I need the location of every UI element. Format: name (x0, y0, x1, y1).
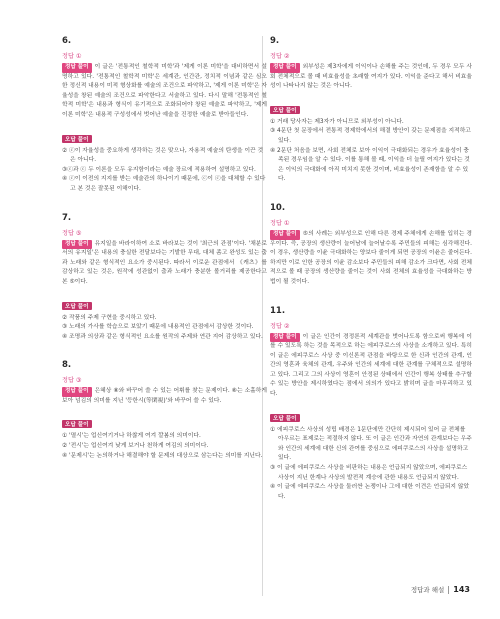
explanation (270, 63, 472, 92)
wrong-answer-item: ① 거래 당사자는 제3자가 아니므로 외부성이 아니다. (270, 118, 404, 125)
wrong-answer-item: ④ 이 글에 에피쿠로스 사상을 둘러싼 논쟁이나 그에 대한 이견은 언급되지 않았다. (270, 484, 470, 500)
wrong-answer-item: ④ 조명과 의상과 같은 형식적인 요소를 원작의 주제와 연관 지어 감상하고 있다. (62, 333, 263, 340)
explanation-text: 이 글은 인간이 경정론적 세계관을 벗어나도록 함으로써 행복에 이를 수 있도록 하는 것을 목적으로 하는 에피쿠로스의 사상을 소개하고 있다. 특히 이 글은 에피쿠로스 사상 중 이신론적 관점을 바탕으로 한 신과 인간의 관계, 인간의 영혼과 육체의 관계, 우주와 인간의 세계에 대한 관계를 구체적으로 설명하고 있다. 그리고 그의 사상이 영혼이 안정된 상태에서 인간이 행복 상태를 추구할 수 있는 방안을 제시하였다는 점에서 의의가 있다고 밝히며 글을 마무리하고 있다. (270, 333, 472, 398)
wrong-answer-label: 오답 풀이 (270, 106, 300, 114)
explanation-text: 외부성은 제3자에게 이익이나 손해를 주는 것인데, 두 경우 모두 사회 전체적으로 볼 때 비효율성을 초래할 여지가 있다. 이익을 준다고 해서 비효율성이 나타나지 않는 것은 아니다. (270, 64, 472, 90)
explanation (62, 240, 267, 288)
wrong-answer-item: ① '멸시'는 업신여기거나 하찮게 여겨 깔봄의 의미이다. (62, 433, 201, 440)
explanation-text: 은혜상 ⑧와 바꾸어 쓸 수 있는 어휘를 찾는 문제이다. ⑧는 소홀하게 보아 넘김의 의미를 지닌 '등한시(等閑視)'와 바꾸어 쓸 수 있다. (62, 388, 267, 404)
question-block (270, 36, 472, 185)
question-number: 9. (270, 36, 280, 46)
wrong-answer-item: ③ 노래의 가사를 학습으로 보았기 때문에 내용적인 관점에서 감상한 것이다. (62, 324, 254, 331)
question-block (62, 36, 267, 195)
wrong-answer-item: ④ 2문단 처음을 보면, 사회 전체로 보아 이익이 극대화되는 경우가 효율성이 충족된 경우임을 알 수 있다. 이를 통해 볼 때, 이익을 더 늘릴 여지가 있다는 것은 이익의 극대화에 아직 미치지 못한 것이며, 비효율성이 존재함을 알 수 있다. (270, 147, 470, 183)
wrong-answer-item: ② 작품의 주제 구현을 중시하고 있다. (62, 314, 157, 321)
wrong-answer-item: ② '전시'는 업신여겨 낮게 보거나 천하게 여김의 의미이다. (62, 443, 209, 450)
explanation-label: 정답 풀이 (270, 333, 300, 343)
question-number: 6. (62, 36, 72, 46)
question-block (62, 360, 267, 461)
wrong-answer-label: 오답 풀이 (62, 135, 92, 143)
explanation (270, 333, 472, 400)
wrong-answer-item: ③ⓒ과 ⓒ 두 이론을 모두 유지함이라는 예술 장르에 적용하여 설명하고 있다. (62, 166, 256, 173)
question-number: 7. (62, 212, 72, 223)
page-number: 143 (453, 585, 470, 594)
question-number: 8. (62, 360, 72, 371)
right-column (270, 36, 472, 520)
answer-key: 정답 ② (270, 53, 290, 60)
explanation (62, 63, 267, 121)
answer-key: 정답 ③ (62, 377, 82, 385)
explanation-text: 이 글은 '전통적인 철학적 미학'과 '제게 이론 미학'을 대비하면서 설명하고 있다. '전통적인 철학적 미학'은 세계관, 인간관, 정치적 이념과 같은 심오한 정신적 내용이 미적 형상화를 예술의 조건으로 파악하고, '제게 이론 미학'은 자율성을 창된 예술의 조건으로 파악한다고 서술하고 있다. 다시 말해 '전통적인 철학적 미학'은 내용과 형식이 유기적으로 조화되어야 창된 예술로 파악하고, '제게 이론 미학'은 내용적 구성성에서 벗어난 예술을 진정한 예술로 받아들인다. (62, 64, 267, 118)
wrong-answer-item: ③ 4문단 첫 문장에서 전통적 경제학에서의 해결 방안이 갖는 문제점을 지적하고 있다. (270, 128, 471, 144)
answer-key: 정답 ② (270, 322, 290, 330)
wrong-answer-label: 오답 풀이 (62, 420, 92, 428)
explanation-label: 정답 풀이 (270, 230, 300, 240)
wrong-answer-item: ④ ⓒ이 이전의 지지를 받는 예술관의 하나이기 때문에, ⓒ이 ⓒ을 대체할 수 있다고 본 것은 잘못된 이해이다. (62, 176, 266, 192)
question-block (270, 306, 472, 503)
wrong-answer-label: 오답 풀이 (62, 302, 92, 310)
wrong-answer-item: ④ '문제시'는 논의하거나 해결해야 할 문제의 대상으로 삼는다는 의미를 지닌다. (62, 452, 263, 459)
explanation-label: 정답 풀이 (62, 63, 92, 73)
question-number: 11. (270, 305, 286, 316)
answer-key: 정답 ① (270, 219, 290, 227)
question-block (270, 203, 472, 288)
explanation-label: 정답 풀이 (62, 240, 92, 250)
wrong-answer-label: 오답 풀이 (270, 414, 300, 422)
explanation-label: 정답 풀이 (62, 387, 92, 397)
answer-key: 정답 ⑤ (62, 229, 82, 237)
footer-label: 정답과 해설 (410, 586, 445, 594)
explanation (270, 230, 472, 288)
question-block (62, 213, 267, 343)
left-column (62, 36, 267, 479)
answer-key: 정답 ① (62, 53, 82, 60)
footer-separator (448, 586, 449, 594)
question-number: 10. (270, 202, 286, 213)
explanation-text: 유지일을 바라이하여 소로 바라보는 것이 '최근의 관점'이다. '채분로서의 유지일'은 내용의 충실한 전달보다는 기발한 무대, 대체 좀고 완성도 있는 춤과 노래와 같은 형식적인 요소가 중시된다. 따라서 이로운 관점에서 《캐츠》를 감상하고 있는 것은, 원작에 성관없이 춤과 노래가 충분한 볼거리를 제공한다고 본 ⑤이다. (62, 240, 267, 285)
wrong-answer-item: ② ⓒ이 자율성을 중요하게 생각하는 것은 맞으나, 자용적 예술의 탄생을 이끈 것은 아니다. (62, 147, 264, 164)
explanation-label: 정답 풀이 (270, 63, 300, 73)
wrong-answer-item: ① 에피쿠로스 사상의 성립 배경은 1문단에만 간단히 제시되어 있어 글 전체를 아우르는 표제로는 적절하지 않다. 또 이 글은 인간과 자연의 관계보다는 우주와 인간의 세계에 대한 신의 관여를 중심으로 에피쿠로스의 사상을 설명하고 있다. (270, 426, 472, 462)
explanation (62, 387, 267, 406)
explanation-text: ⑤의 사례는 외부성으로 인해 다른 경제 주체에게 손해를 입히는 경우이다. 즉, 공장의 생산량이 늘어남에 늘어날수록 주민들의 피해는 심각해진다. 이 경우, 생산량을 이윤 극대화하는 양보다 줄이게 되면 공장의 이윤은 줄어든다. 하지만 이로 인한 공장의 이윤 감소보다 주민들의 피해 감소가 크다면, 사회 전체적으로 볼 때 공장의 생산량을 줄이는 것이 사회 전체의 효율성을 극대화하는 방법이 될 것이다. (270, 230, 472, 285)
page-footer (411, 585, 470, 594)
wrong-answer-item: ③ 이 글에 에피쿠로스 사상을 비판하는 내용은 언급되지 않았으며, 에피쿠로스 사상이 지닌 한계나 사상의 발전적 계승에 관한 내용도 언급되지 않았다. (270, 465, 468, 481)
